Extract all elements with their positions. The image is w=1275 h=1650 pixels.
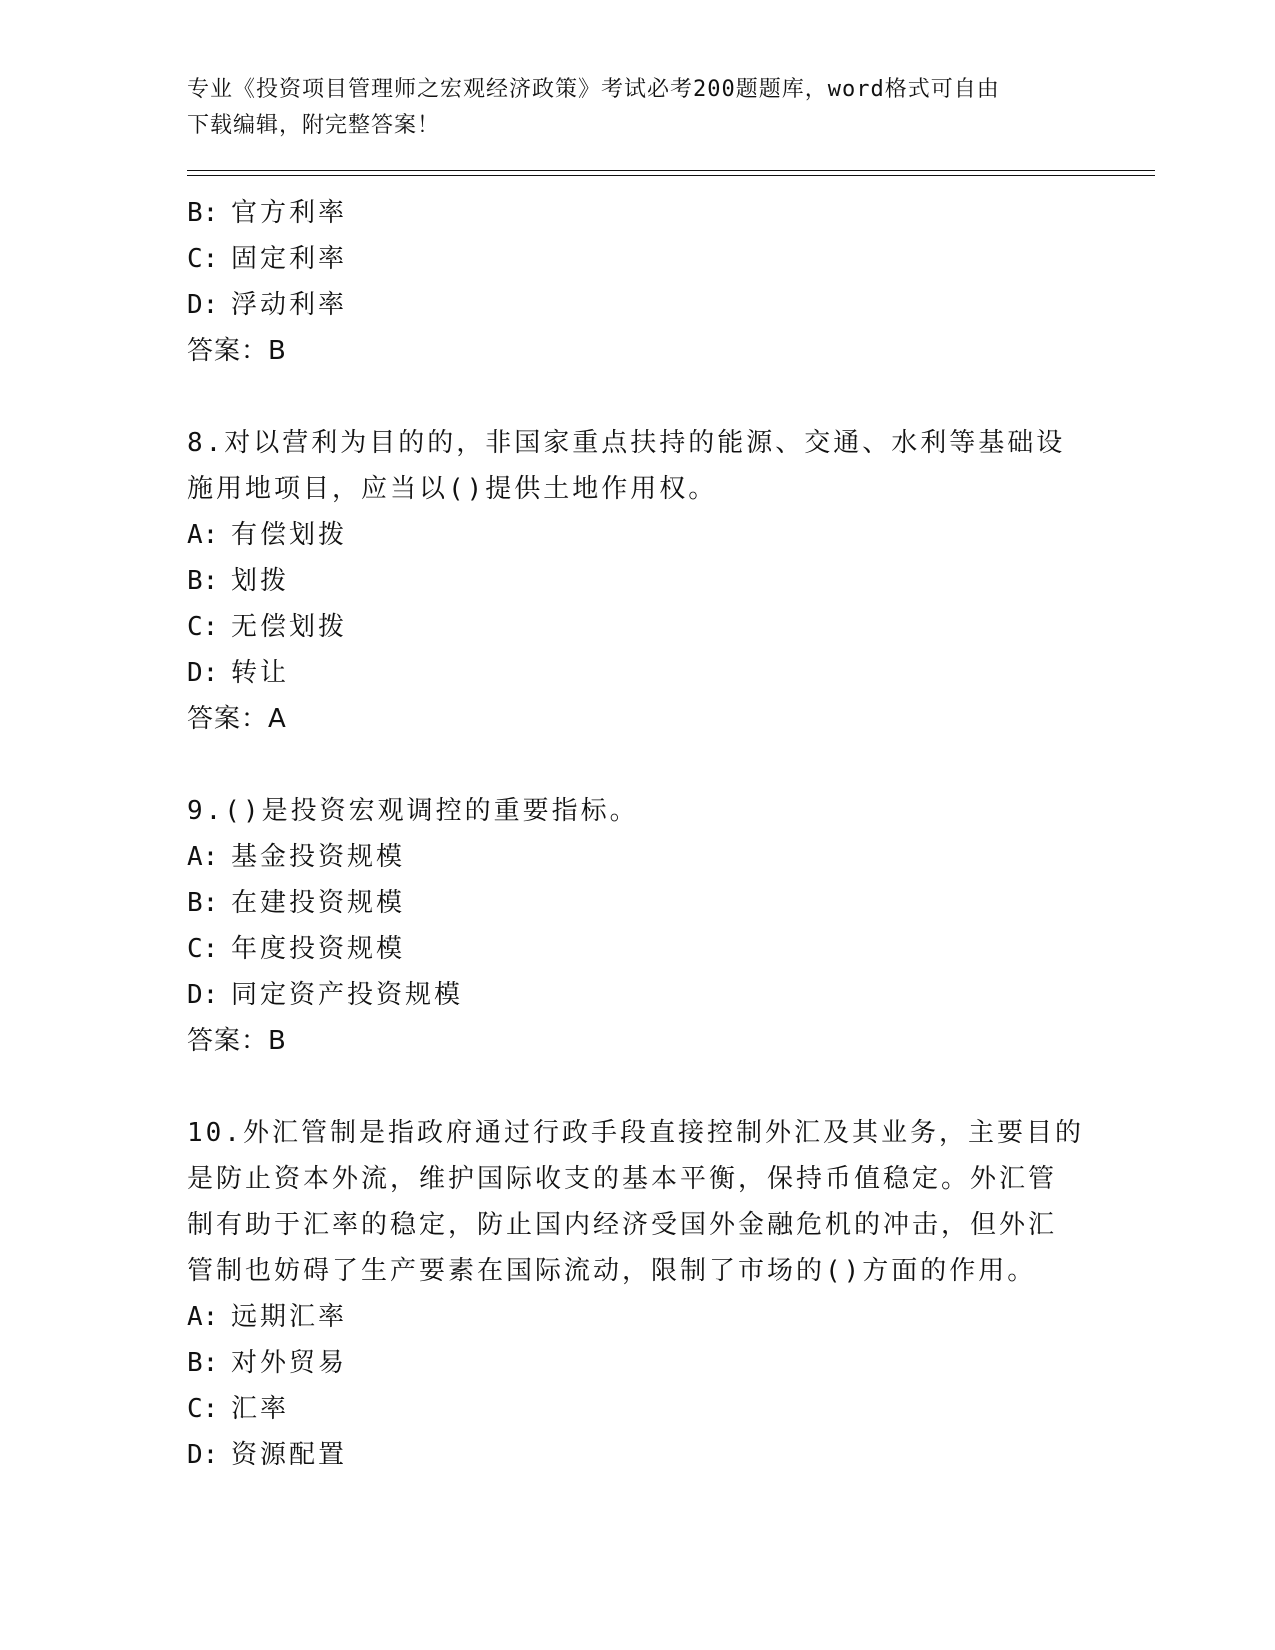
question-10 <box>187 1110 1087 1478</box>
option-label: D: <box>187 1440 219 1470</box>
option-item <box>187 926 1087 972</box>
option-item <box>187 1294 1087 1340</box>
option-text: 浮动利率 <box>231 290 348 320</box>
option-text: 转让 <box>231 658 290 688</box>
option-label: A: <box>187 520 219 550</box>
question-7-tail <box>187 190 1087 374</box>
option-text: 官方利率 <box>231 198 348 228</box>
question-8 <box>187 420 1087 742</box>
option-label: C: <box>187 612 219 642</box>
option-text: 固定利率 <box>231 244 348 274</box>
option-item <box>187 604 1087 650</box>
answer-line: 答案：B <box>187 336 287 366</box>
option-item <box>187 650 1087 696</box>
option-text: 资源配置 <box>231 1440 348 1470</box>
option-item <box>187 1432 1087 1478</box>
option-item <box>187 512 1087 558</box>
option-text: 基金投资规模 <box>231 842 406 872</box>
option-text: 对外贸易 <box>231 1348 348 1378</box>
option-text: 有偿划拨 <box>231 520 348 550</box>
option-label: C: <box>187 244 219 274</box>
option-label: B: <box>187 1348 219 1378</box>
header-line-1: 专业《投资项目管理师之宏观经济政策》考试必考200题题库，word格式可自由 <box>187 77 1000 102</box>
question-stem-line: 8.对以营利为目的的，非国家重点扶持的能源、交通、水利等基础设 <box>187 428 1066 458</box>
header-divider-bottom <box>187 175 1155 176</box>
option-item <box>187 282 1087 328</box>
header-line-2: 下载编辑，附完整答案！ <box>187 113 441 138</box>
answer-line: 答案：A <box>187 704 287 734</box>
option-label: A: <box>187 842 219 872</box>
option-text: 同定资产投资规模 <box>231 980 464 1010</box>
option-label: C: <box>187 1394 219 1424</box>
option-label: D: <box>187 290 219 320</box>
option-label: A: <box>187 1302 219 1332</box>
answer-line: 答案：B <box>187 1026 287 1056</box>
option-item <box>187 880 1087 926</box>
option-text: 无偿划拨 <box>231 612 348 642</box>
option-label: C: <box>187 934 219 964</box>
option-label: D: <box>187 658 219 688</box>
option-label: B: <box>187 566 219 596</box>
question-stem-line: 10.外汇管制是指政府通过行政手段直接控制外汇及其业务，主要目的 <box>187 1118 1084 1148</box>
option-item <box>187 558 1087 604</box>
question-stem-line: 施用地项目，应当以()提供土地作用权。 <box>187 474 718 504</box>
option-item <box>187 1386 1087 1432</box>
option-text: 汇率 <box>231 1394 290 1424</box>
question-content <box>187 190 1087 1478</box>
option-text: 年度投资规模 <box>231 934 406 964</box>
option-label: B: <box>187 198 219 228</box>
option-item <box>187 834 1087 880</box>
option-label: D: <box>187 980 219 1010</box>
option-item <box>187 190 1087 236</box>
option-label: B: <box>187 888 219 918</box>
option-text: 远期汇率 <box>231 1302 348 1332</box>
question-stem-line: 9.()是投资宏观调控的重要指标。 <box>187 796 639 826</box>
document-header <box>187 72 1087 144</box>
option-item <box>187 1340 1087 1386</box>
option-item <box>187 236 1087 282</box>
question-stem-line: 是防止资本外流，维护国际收支的基本平衡，保持币值稳定。外汇管 <box>187 1164 1058 1194</box>
header-divider-top <box>187 170 1155 171</box>
question-stem-line: 制有助于汇率的稳定，防止国内经济受国外金融危机的冲击，但外汇 <box>187 1210 1058 1240</box>
option-text: 在建投资规模 <box>231 888 406 918</box>
question-stem-line: 管制也妨碍了生产要素在国际流动，限制了市场的()方面的作用。 <box>187 1256 1037 1286</box>
question-9 <box>187 788 1087 1064</box>
option-text: 划拨 <box>231 566 290 596</box>
option-item <box>187 972 1087 1018</box>
